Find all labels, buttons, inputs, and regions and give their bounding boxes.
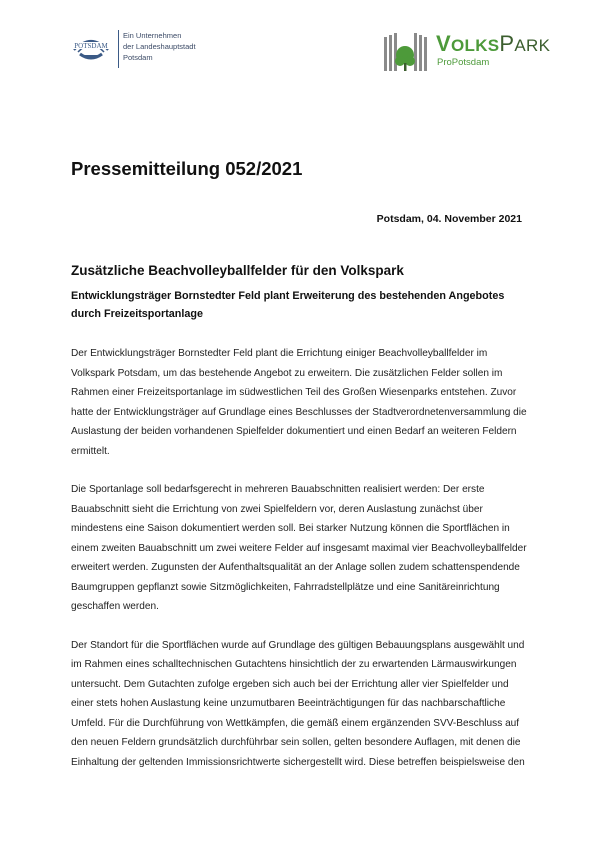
subheadline: Entwicklungsträger Bornstedter Feld plant Erweiterung des bestehenden Angebotes durch Freizeitsportanlage <box>71 290 505 320</box>
body-text <box>71 344 531 791</box>
volkspark-wordmark <box>436 32 550 58</box>
volkspark-wordmark-part: P <box>499 31 515 56</box>
volkspark-wordmark-part: OLKS <box>450 36 500 55</box>
potsdam-logo <box>66 30 116 66</box>
volkspark-subtitle: ProPotsdam <box>437 57 490 68</box>
potsdam-wordmark: POTSDAM <box>74 42 108 50</box>
potsdam-emblem-icon <box>66 30 116 66</box>
headline: Zusätzliche Beachvolleyballfelder für den Volkspark <box>71 263 404 278</box>
volkspark-wordmark-part: V <box>436 31 451 56</box>
document-date: Potsdam, 04. November 2021 <box>376 213 522 225</box>
body-paragraph: Der Entwicklungsträger Bornstedter Feld plant die Errichtung einiger Beachvolleyballfelder im Volkspark Potsdam, um das bestehende Angebot zu erweitern. Die zusätzlichen Felder sollen im Rahmen einer Freizeitsportanlage im südwestlichen Teil des Großen Wiesenparks entstehen. Zuvor hatte der Entwicklungsträger auf Grundlage eines Beschlusses der Stadtverordnetenversammlung die Auslastung der beiden vorhandenen Spielfelder dokumentiert und einen Bedarf an weiteren Feldern ermittelt. <box>71 348 527 457</box>
potsdam-tagline <box>123 30 196 63</box>
potsdam-tagline-line: Potsdam <box>123 53 153 62</box>
page-title: Pressemitteilung 052/2021 <box>71 158 303 179</box>
potsdam-divider <box>118 30 119 68</box>
body-paragraph: Der Standort für die Sportflächen wurde auf Grundlage des gültigen Bebauungsplans ausgewählt und im Rahmen eines schalltechnischen Gutachtens hinsichtlich der zu erwartenden Lärmauswirkungen untersucht. Dem Gutachten zufolge ergeben sich auch bei der Errichtung aller vier Spielfelder und einer stets hohen Auslastung keine unzumutbaren Beeinträchtigungen für das nachbarschaftliche Umfeld. Für die Durchführung von Wettkämpfen, die gemäß einem ergänzenden SVV-Beschluss auf den neuen Feldern grundsätzlich durchführbar sein sollen, gelten besondere Auflagen, mit denen die Einhaltung der geltenden Immissionsrichtwerte sichergestellt wird. Diese betreffen beispielsweise den <box>71 639 525 768</box>
potsdam-tagline-line: der Landeshauptstadt <box>123 42 196 51</box>
body-paragraph: Die Sportanlage soll bedarfsgerecht in mehreren Bauabschnitten realisiert werden: Der erste Bauabschnitt sieht die Errichtung von zwei Spielfeldern vor, deren Auslastung zunächst über mindestens eine Saison dokumentiert werden soll. Bei starker Nutzung können die Sportflächen in einem zweiten Bauabschnitt um zwei weitere Felder auf insgesamt maximal vier Beachvolleyballfelder erweitert werden. Zugunsten der Aufenthaltsqualität an der Anlage sollen zudem schattenspendende Baumgruppen gepflanzt sowie Sitzmöglichkeiten, Fahrradstellplätze und eine Sanitäreinrichtung geschaffen werden. <box>71 484 527 612</box>
volkspark-wordmark-part: ARK <box>514 36 551 55</box>
volkspark-emblem-icon <box>384 33 432 73</box>
potsdam-tagline-line: Ein Unternehmen <box>123 31 182 40</box>
